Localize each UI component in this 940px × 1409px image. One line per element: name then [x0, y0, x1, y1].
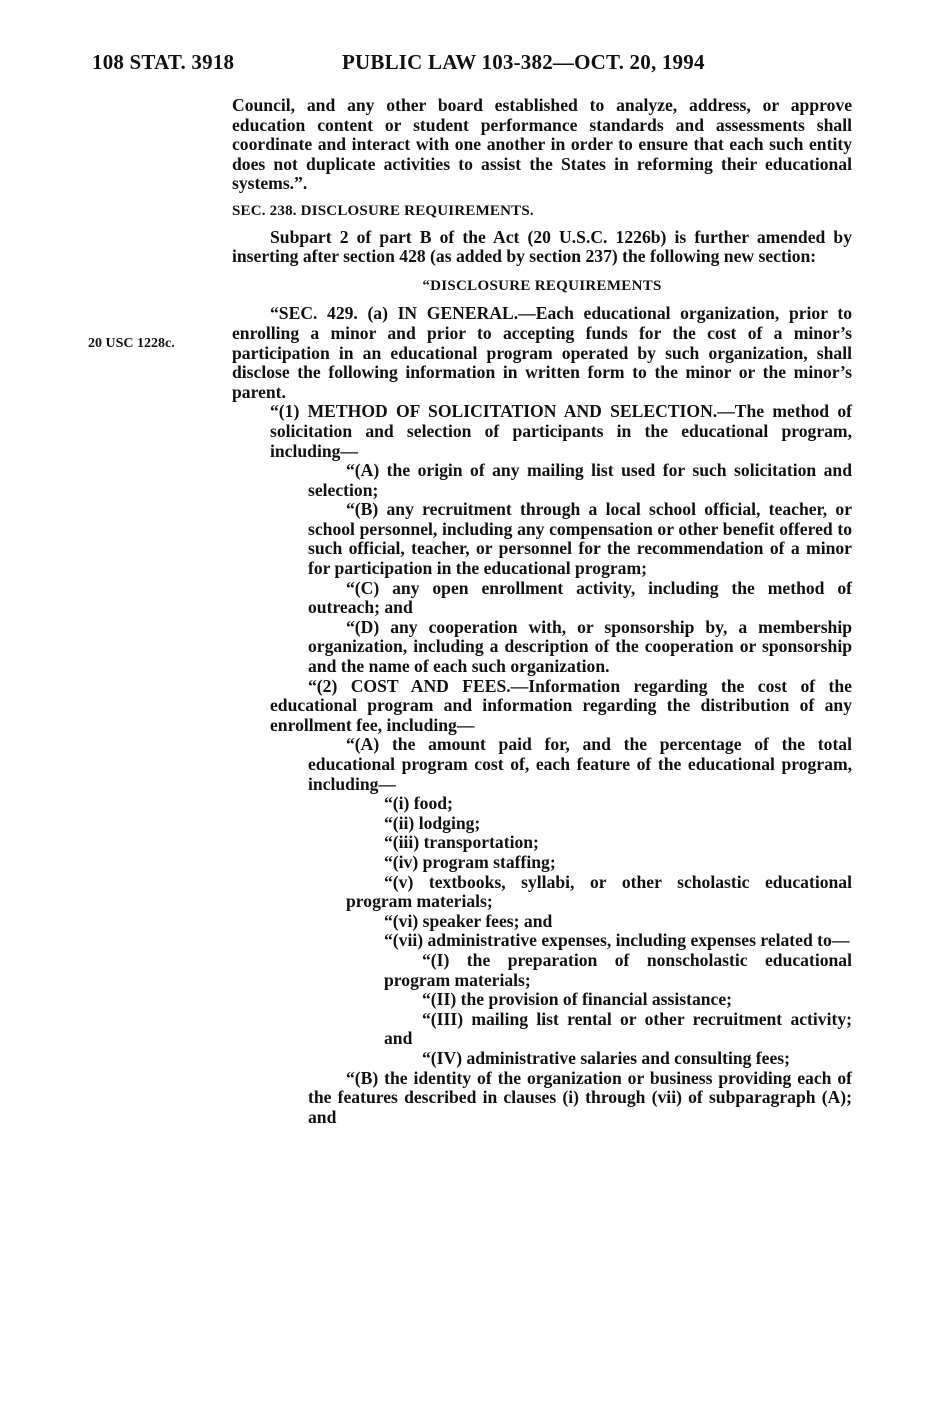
subclause-IV: “(IV) administrative salaries and consulting fees; [422, 1047, 790, 1068]
stat-page-number: 108 STAT. 3918 [92, 50, 235, 74]
clause-vii: “(vii) administrative expenses, including expenses related to— [384, 930, 850, 951]
subclause-III: “(III) mailing list rental or other recruitment activity; and [384, 1008, 852, 1049]
item-1b: “(B) any recruitment through a local school official, teacher, or school personnel, including any compensation or other benefit offered to such official, teacher, or personnel for the recommendation of a minor for participation in the educational program; [308, 499, 852, 579]
paragraph-2-cost: “(2) COST AND FEES.—Information regarding the cost of the educational program and information regarding the distribution of any enrollment fee, including— [270, 675, 852, 735]
item-1d: “(D) any cooperation with, or sponsorship by, a membership organization, including a description of the cooperation or sponsorship and the name of each such organization. [308, 616, 852, 677]
document-body [232, 96, 852, 1127]
paragraph-subpart: Subpart 2 of part B of the Act (20 U.S.C. 1226b) is further amended by inserting after section 428 (as added by section 237) the following new section: [232, 226, 852, 267]
item-1a: “(A) the origin of any mailing list used for such solicitation and selection; [308, 460, 852, 500]
item-2b: “(B) the identity of the organization or business providing each of the features described in clauses (i) through (vii) of subparagraph (A); and [308, 1067, 852, 1127]
clause-i: “(i) food; [384, 793, 453, 814]
paragraph-council: Council, and any other board established to analyze, address, or approve education content or student performance standards and assessments shall coordinate and interact with one another in order to ensure that each such entity does not duplicate activities to assist the States in reforming their educational systems.”. [232, 95, 852, 194]
paragraph-sec-429: “SEC. 429. (a) IN GENERAL.—Each educational organization, prior to enrolling a minor and prior to accepting funds for the cost of a minor’s participation in an educational program operated by such organization, shall disclose the following information in written form to the minor or the minor’s parent. [232, 303, 852, 402]
item-1c: “(C) any open enrollment activity, including the method of outreach; and [308, 577, 852, 618]
disclosure-heading: “DISCLOSURE REQUIREMENTS [422, 277, 662, 294]
clause-iv: “(iv) program staffing; [384, 851, 556, 872]
section-heading: SEC. 238. DISCLOSURE REQUIREMENTS. [232, 202, 534, 219]
paragraph-1-method: “(1) METHOD OF SOLICITATION AND SELECTION.—The method of solicitation and selection of participants in the educational program, including— [270, 401, 852, 461]
clause-iii: “(iii) transportation; [384, 832, 539, 853]
clause-ii: “(ii) lodging; [384, 812, 481, 833]
clause-v: “(v) textbooks, syllabi, or other scholastic educational program materials; [346, 871, 852, 912]
item-2a: “(A) the amount paid for, and the percentage of the total educational program cost of, each feature of the educational program, including— [308, 734, 852, 794]
subclause-II: “(II) the provision of financial assistance; [422, 989, 733, 1010]
clause-vi: “(vi) speaker fees; and [384, 910, 553, 931]
public-law-title: PUBLIC LAW 103-382—OCT. 20, 1994 [342, 50, 705, 74]
subclause-I: “(I) the preparation of nonscholastic educational program materials; [384, 949, 852, 990]
usc-margin-note: 20 USC 1228c. [88, 336, 175, 351]
